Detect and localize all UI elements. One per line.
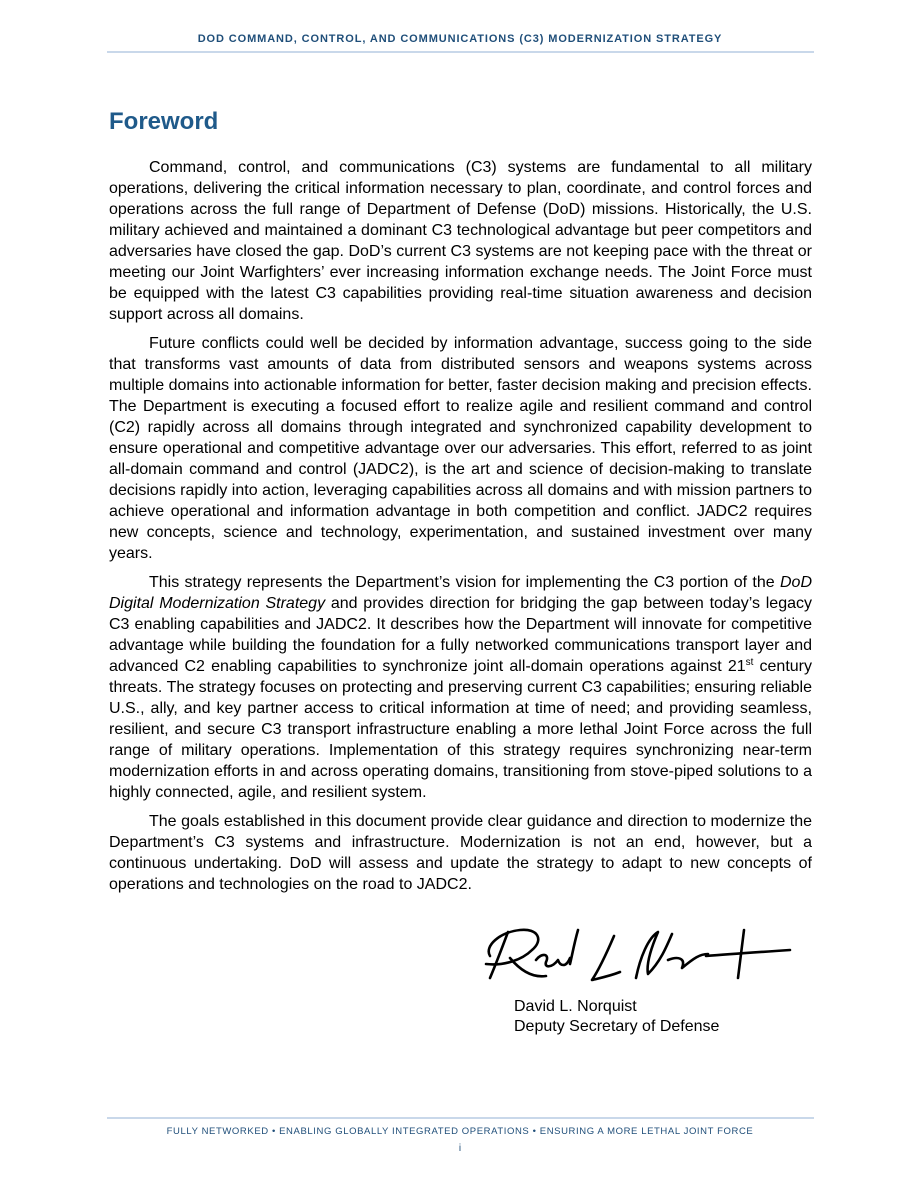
document-header-title: DOD COMMAND, CONTROL, AND COMMUNICATIONS (C3) MODERNIZATION STRATEGY bbox=[197, 33, 723, 45]
paragraph-3-part-1: This strategy represents the Department’s vision for implementing the C3 portion of the bbox=[149, 574, 780, 591]
signer-position: Deputy Secretary of Defense bbox=[514, 1018, 720, 1035]
page-number: i bbox=[458, 1143, 462, 1154]
footer-divider bbox=[107, 1117, 814, 1119]
paragraph-3 bbox=[109, 572, 812, 803]
ordinal-superscript: st bbox=[745, 657, 754, 668]
page-title: Foreword bbox=[109, 108, 219, 135]
foreword-text bbox=[109, 157, 812, 903]
paragraph-4: The goals established in this document provide clear guidance and direction to modernize the Department’s C3 systems and infrastructure. Modernization is not an end, however, but a continuous undertaking. DoD will assess and update the strategy to adapt to new concepts of operations and technologies on the road to JADC2. bbox=[109, 813, 812, 893]
paragraph-3-part-2: and provides direction for bridging the gap between today’s legacy C3 enabling capabilities and JADC2. It describes how the Department will innovate for competitive advantage while building the foundation for a fully networked communications transport layer and advanced C2 enabling capabilities to synchronize joint all-domain operations against 21 bbox=[109, 595, 813, 675]
paragraph-3-part-3: century threats. The strategy focuses on protecting and preserving current C3 capabilities; ensuring reliable U.S., ally, and key partner access to critical information at time of need; and providing seamless, resilient, and secure C3 transport infrastructure enabling a more lethal Joint Force across the full range of military operations. Implementation of this strategy requires synchronizing near-term modernization efforts in and across operating domains, transitioning from stove-piped solutions to a highly connected, agile, and resilient system. bbox=[109, 658, 812, 801]
paragraph-1: Command, control, and communications (C3) systems are fundamental to all military operations, delivering the critical information necessary to plan, coordinate, and control forces and operations across the full range of Department of Defense (DoD) missions. Historically, the U.S. military achieved and maintained a dominant C3 technological advantage but peer competitors and adversaries have closed the gap. DoD’s current C3 systems are not keeping pace with the threat or meeting our Joint Warfighters’ ever increasing information exchange needs. The Joint Force must be equipped with the latest C3 capabilities providing real-time situation awareness and decision support across all domains. bbox=[109, 159, 812, 323]
header-divider bbox=[107, 51, 814, 53]
handwritten-signature bbox=[480, 918, 795, 990]
strategy-title-reference: DoD Digital Modernization Strategy bbox=[109, 574, 812, 612]
paragraph-2: Future conflicts could well be decided by information advantage, success going to the side that transforms vast amounts of data from distributed sensors and weapons systems across multiple domains into actionable information for better, faster decision making and precision effects. The Department is executing a focused effort to realize agile and resilient command and control (C2) rapidly across all domains through integrated and synchronized capability development to ensure operational and competitive advantage over our adversaries. This effort, referred to as joint all-domain command and control (JADC2), is the art and science of decision-making to translate decisions rapidly into action, leveraging capabilities across all domains and with mission partners to achieve operational and information advantage in both competition and conflict. JADC2 requires new concepts, science and technology, experimentation, and sustained investment over many years. bbox=[109, 335, 812, 562]
signer-name: David L. Norquist bbox=[514, 998, 637, 1015]
signer-details bbox=[514, 997, 719, 1037]
footer-tagline: FULLY NETWORKED • ENABLING GLOBALLY INTEGRATED OPERATIONS • ENSURING A MORE LETHAL JOINT FORCE bbox=[166, 1126, 754, 1137]
